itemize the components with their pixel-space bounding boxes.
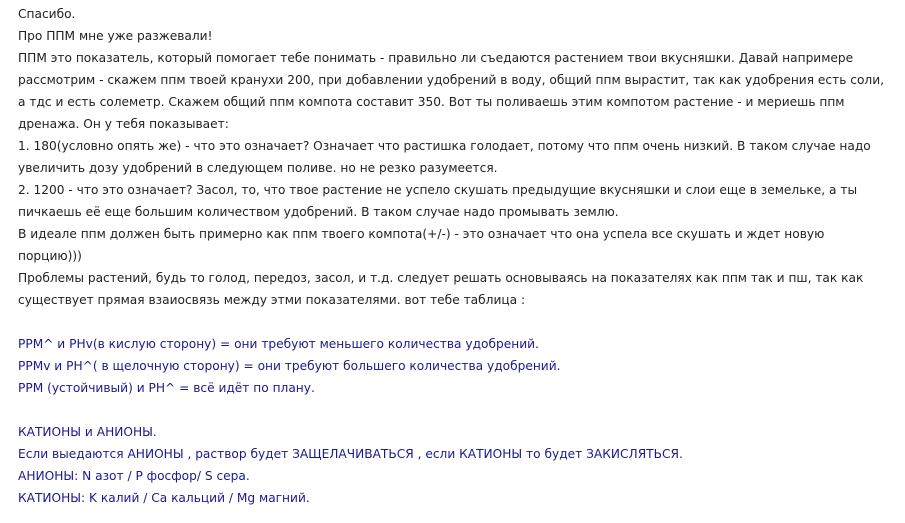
- ion-line: КАТИОНЫ: K калий / Ca кальций / Mg магний.: [18, 491, 310, 505]
- spacer: [18, 311, 898, 333]
- post-line: В идеале ппм должен быть примерно как ппм твоего компота(+/-) - это означает что она успела все скушать и ждет новую: [18, 227, 825, 241]
- ion-line: АНИОНЫ: N азот / P фосфор/ S сера.: [18, 469, 250, 483]
- post-line: 1. 180(условно опять же) - что это означает? Означает что растишка голодает, потому что ппм очень низкий. В таком случае надо: [18, 139, 871, 153]
- post-line: рассмотрим - скажем ппм твоей кранухи 200, при добавлении удобрений в воду, общий ппм вырастит, так как удобрения есть соли,: [18, 73, 885, 87]
- post-line: а тдс и есть солеметр. Скажем общий ппм компота составит 350. Вот ты поливаешь этим компотом растение - и мериешь ппм: [18, 95, 845, 109]
- post-line: пичкаешь её еще большим количеством удобрений. В таком случае надо промывать землю.: [18, 205, 619, 219]
- post-line: ППМ это показатель, который помогает тебе понимать - правильно ли съедаются растением твои вкусняшки. Давай напримере: [18, 51, 854, 65]
- table-line: PPMv и PH^( в щелочную сторону) = они требуют большего количества удобрений.: [18, 359, 561, 373]
- post-line: Проблемы растений, будь то голод, передоз, засол, и т.д. следует решать основываясь на показателях как ппм так и пш, так как: [18, 271, 864, 285]
- post-line: Спасибо.: [18, 7, 76, 21]
- post-line: 2. 1200 - что это означает? Засол, то, что твое растение не успело скушать предыдущие вкусняшки и слои еще в земельке, а ты: [18, 183, 858, 197]
- ion-line: Если выедаются АНИОНЫ , раствор будет ЗАЩЕЛАЧИВАТЬСЯ , если КАТИОНЫ то будет ЗАКИСЛЯТЬСЯ.: [18, 447, 683, 461]
- post-line: дренажа. Он у тебя показывает:: [18, 117, 229, 131]
- post-line: существует прямая взаиосвязь между этми показателями. вот тебе таблица :: [18, 293, 526, 307]
- ion-line: КАТИОНЫ и АНИОНЫ.: [18, 425, 157, 439]
- forum-post: [18, 3, 898, 509]
- spacer: [18, 399, 898, 421]
- post-line: увеличить дозу удобрений в следующем поливе. но не резко разумеется.: [18, 161, 498, 175]
- table-line: PPM^ и PHv(в кислую сторону) = они требуют меньшего количества удобрений.: [18, 337, 539, 351]
- table-line: PPM (устойчивый) и PH^ = всё идёт по плану.: [18, 381, 315, 395]
- post-line: порцию))): [18, 249, 82, 263]
- post-line: Про ППМ мне уже разжевали!: [18, 29, 213, 43]
